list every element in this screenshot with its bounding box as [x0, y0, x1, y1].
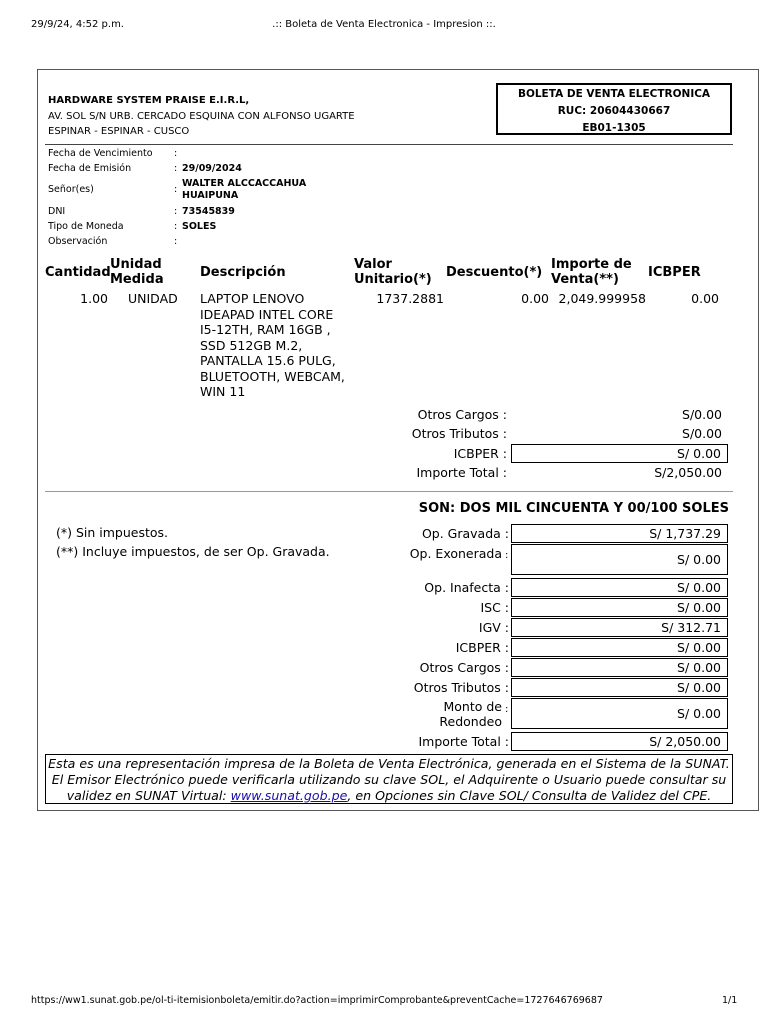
total-label-igv: IGV :	[478, 620, 509, 635]
field-label-moneda: Tipo de Moneda	[48, 221, 124, 232]
total-label-otros-tributos: Otros Tributos :	[413, 680, 509, 695]
total-value-otros-cargos: S/ 0.00	[511, 658, 728, 677]
total-value-importe-total: S/ 2,050.00	[511, 732, 728, 751]
total-value-otros-tributos: S/ 0.00	[511, 678, 728, 697]
field-label-emision: Fecha de Emisión	[48, 163, 132, 174]
section-divider	[45, 491, 733, 492]
field-colon: :	[174, 206, 178, 217]
summary-label-importe-total: Importe Total :	[416, 465, 507, 480]
total-label-isc: ISC :	[480, 600, 509, 615]
field-colon: :	[174, 184, 178, 195]
field-label-vencimiento: Fecha de Vencimiento	[48, 148, 153, 159]
summary-label-otros-cargos: Otros Cargos :	[417, 407, 507, 422]
column-header-icbper: ICBPER	[648, 265, 701, 280]
total-value-icbper: S/ 0.00	[511, 638, 728, 657]
total-value-op-gravada: S/ 1,737.29	[511, 524, 728, 543]
cell-valor-unitario: 1737.2881	[376, 291, 444, 306]
document-number: EB01-1305	[582, 122, 646, 134]
invoice-document	[37, 69, 759, 811]
issuer-address-line2: ESPINAR - ESPINAR - CUSCO	[48, 126, 190, 137]
summary-label-icbper: ICBPER :	[453, 446, 507, 461]
field-value-moneda: SOLES	[182, 221, 217, 232]
field-value-emision: 29/09/2024	[182, 163, 242, 174]
cell-importe: 2,049.999958	[558, 291, 646, 306]
total-label-icbper: ICBPER :	[455, 640, 509, 655]
summary-value-importe-total: S/2,050.00	[654, 465, 722, 480]
total-value-redondeo: S/ 0.00	[511, 698, 728, 729]
note-incluye-impuestos: (**) Incluye impuestos, de ser Op. Gravada.	[56, 544, 330, 559]
field-colon: :	[174, 163, 178, 174]
total-value-op-inafecta: S/ 0.00	[511, 578, 728, 597]
field-label-dni: DNI	[48, 206, 66, 217]
field-colon: :	[174, 148, 178, 159]
column-header-importe: Importe de Venta(**)	[551, 257, 632, 287]
total-label-otros-cargos: Otros Cargos :	[419, 660, 509, 675]
legal-text-after: , en Opciones sin Clave SOL/ Consulta de Validez del CPE.	[347, 788, 712, 803]
note-sin-impuestos: (*) Sin impuestos.	[56, 525, 169, 540]
legal-notice	[45, 754, 733, 804]
total-label-redondeo: Monto de Redondeo	[439, 699, 502, 729]
total-value-igv: S/ 312.71	[511, 618, 728, 637]
header-divider	[45, 144, 733, 145]
total-value-op-exonerada: S/ 0.00	[511, 544, 728, 575]
column-header-cantidad: Cantidad	[45, 265, 111, 280]
total-colon: :	[505, 550, 509, 561]
sunat-link[interactable]: www.sunat.gob.pe	[230, 788, 348, 803]
ruc-number: RUC: 20604430667	[557, 105, 671, 117]
summary-value-otros-tributos: S/0.00	[682, 426, 722, 441]
document-id-box	[496, 83, 732, 135]
column-header-descuento: Descuento(*)	[446, 265, 543, 280]
total-label-op-inafecta: Op. Inafecta :	[424, 580, 509, 595]
summary-label-otros-tributos: Otros Tributos :	[411, 426, 507, 441]
amount-in-words: SON: DOS MIL CINCUENTA Y 00/100 SOLES	[418, 501, 729, 516]
column-header-descripcion: Descripción	[200, 265, 286, 280]
field-value-dni: 73545839	[182, 206, 235, 217]
cell-cantidad: 1.00	[80, 291, 108, 306]
total-value-isc: S/ 0.00	[511, 598, 728, 617]
cell-icbper: 0.00	[691, 291, 719, 306]
print-page-title: .:: Boleta de Venta Electronica - Impresion ::.	[272, 19, 496, 30]
document-type: BOLETA DE VENTA ELECTRONICA	[517, 88, 711, 100]
field-label-observacion: Observación	[48, 236, 108, 247]
print-datetime: 29/9/24, 4:52 p.m.	[31, 19, 124, 30]
column-header-unidad: Unidad Medida	[110, 257, 164, 287]
issuer-address-line1: AV. SOL S/N URB. CERCADO ESQUINA CON ALFONSO UGARTE	[48, 111, 355, 122]
field-label-senores: Señor(es)	[48, 184, 94, 195]
field-colon: :	[174, 221, 178, 232]
total-label-op-gravada: Op. Gravada :	[421, 526, 509, 541]
legal-text-before: Esta es una representación impresa de la Boleta de Venta Electrónica, generada en el Sistema de la SUNAT. El Emisor Electrónico puede verificarla utilizando su clave SOL, el Adquirente o Usuario puede consultar su validez en SUNAT Virtual:	[48, 756, 730, 803]
issuer-name: HARDWARE SYSTEM PRAISE E.I.R.L,	[48, 95, 250, 106]
summary-value-otros-cargos: S/0.00	[682, 407, 722, 422]
print-page-number: 1/1	[722, 995, 738, 1006]
cell-descuento: 0.00	[521, 291, 549, 306]
field-colon: :	[174, 236, 178, 247]
cell-unidad: UNIDAD	[128, 291, 178, 306]
summary-value-icbper: S/ 0.00	[511, 444, 728, 463]
print-url: https://ww1.sunat.gob.pe/ol-ti-itemisionboleta/emitir.do?action=imprimirComprobante&preventCache=1727646769687	[31, 995, 603, 1006]
total-colon: :	[505, 704, 509, 715]
cell-descripcion: LAPTOP LENOVO IDEAPAD INTEL CORE I5-12TH, RAM 16GB , SSD 512GB M.2, PANTALLA 15.6 PULG, BLUETOOTH, WEBCAM, WIN 11	[200, 291, 345, 399]
total-label-importe-total: Importe Total :	[418, 734, 509, 749]
field-value-senores: WALTER ALCCACCAHUA HUAIPUNA	[182, 178, 307, 201]
column-header-valor-unitario: Valor Unitario(*)	[354, 257, 432, 287]
total-label-op-exonerada: Op. Exonerada	[409, 546, 502, 561]
